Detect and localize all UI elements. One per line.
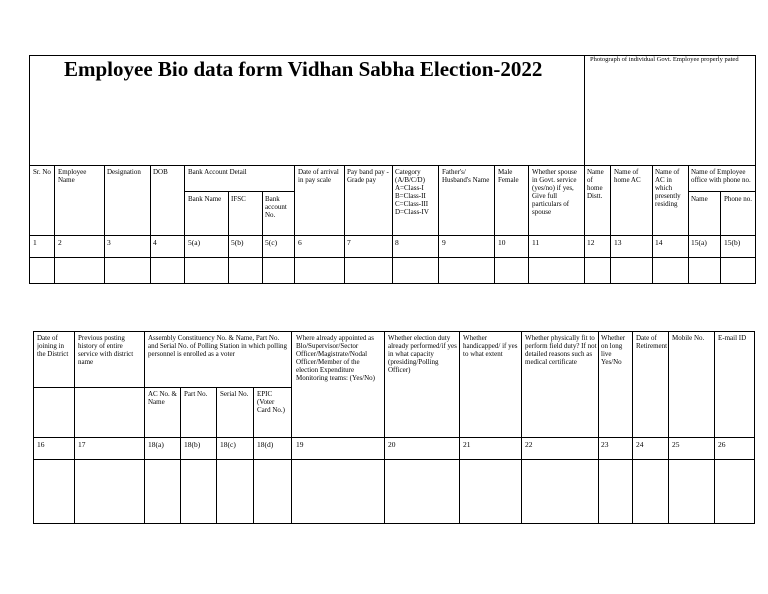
col-divider [262, 191, 263, 284]
header-physically-fit: Whether physically fit to perform field duty? If not detailed reasons such as medical certificate [525, 334, 597, 366]
office-sub-line [688, 191, 756, 192]
header-home-district: Name of home Distt. [587, 168, 604, 200]
header-part-no: Part No. [184, 390, 208, 398]
col-number: 23 [601, 440, 609, 449]
col-number: 20 [388, 440, 396, 449]
header-bank-name: Bank Name [188, 195, 222, 203]
header-long-live: Whether on long live Yes/No [601, 334, 626, 366]
header-home-ac: Name of home AC [614, 168, 641, 184]
header-handicapped: Whether handicapped/ if yes to what extent [463, 334, 518, 358]
col-divider [668, 331, 669, 524]
header-epic: EPIC (Voter Card No.) [257, 390, 285, 414]
col-number: 16 [37, 440, 45, 449]
col-divider [150, 165, 151, 284]
col-number: 18(b) [184, 440, 201, 449]
col-divider [632, 331, 633, 524]
col-divider [438, 165, 439, 284]
col-number: 6 [298, 238, 302, 247]
number-row-bottom-line [33, 459, 755, 460]
header-employee-office-phone: Name of Employee office with phone no. [691, 168, 751, 184]
col-number: 18(c) [220, 440, 236, 449]
col-divider [344, 165, 345, 284]
number-row-top-line [33, 437, 755, 438]
col-divider [720, 191, 721, 284]
header-employee-name: Employee Name [58, 168, 87, 184]
col-number: 2 [58, 238, 62, 247]
col-divider [459, 331, 460, 524]
col-number: 4 [153, 238, 157, 247]
col-divider [144, 331, 145, 524]
col-divider [610, 165, 611, 284]
header-father-husband-name: Father's/ Husband's Name [442, 168, 490, 184]
header-pay-band: Pay band pay -Grade pay [347, 168, 389, 184]
col-number: 18(d) [257, 440, 274, 449]
col-divider [74, 331, 75, 524]
header-retirement-date: Date of Retirement [636, 334, 667, 350]
col-number: 22 [525, 440, 533, 449]
col-number: 7 [347, 238, 351, 247]
header-present-ac: Name of AC in which presently residing [655, 168, 681, 208]
col-divider [688, 165, 689, 284]
col-number: 1 [33, 238, 37, 247]
col-number: 9 [442, 238, 446, 247]
col-divider [598, 331, 599, 524]
header-already-appointed: Where already appointed as Blo/Supervisor/Sector Officer/Magistrate/Nodal Officer/Member of the election Expenditure Monitoring teams: (Yes/No) [296, 334, 376, 382]
col-divider [384, 331, 385, 524]
col-divider [184, 165, 185, 284]
col-number: 19 [296, 440, 304, 449]
photo-box-divider [584, 55, 585, 165]
header-spouse-govt-service: Whether spouse in Govt. service (yes/no) if yes, Give full particulars of spouse [532, 168, 577, 216]
header-bank-account-detail: Bank Account Detail [188, 168, 247, 176]
col-number: 24 [636, 440, 644, 449]
col-number: 21 [463, 440, 471, 449]
col-number: 12 [587, 238, 595, 247]
col-divider [652, 165, 653, 284]
col-number: 15(b) [724, 238, 741, 247]
col-number: 13 [614, 238, 622, 247]
col-divider [104, 165, 105, 284]
header-date-arrival-pay-scale: Date of arrival in pay scale [298, 168, 339, 184]
photo-instruction: Photograph of individual Govt. Employee properly pated [590, 56, 739, 63]
col-number: 5(a) [188, 238, 201, 247]
form-title: Employee Bio data form Vidhan Sabha Election-2022 [64, 57, 543, 81]
header-category: Category (A/B/C/D) A=Class-I B=Class-II C=Class-III D=Class-IV [395, 168, 429, 216]
col-divider [584, 165, 585, 284]
col-number: 15(a) [691, 238, 707, 247]
col-divider [54, 165, 55, 284]
col-divider [494, 165, 495, 284]
header-election-duty: Whether election duty already performed/if yes in what capacity (presiding/Polling Officer) [388, 334, 457, 374]
col-divider [294, 165, 295, 284]
col-divider [291, 331, 292, 524]
header-office-name: Name [691, 195, 708, 203]
header-designation: Designation [107, 168, 141, 176]
col-number: 5(c) [265, 238, 278, 247]
col-number: 11 [532, 238, 540, 247]
header-ac-no-name: AC No. & Name [148, 390, 177, 406]
col-number: 14 [655, 238, 663, 247]
col-number: 17 [78, 440, 86, 449]
header-office-phone: Phone no. [724, 195, 752, 203]
col-number: 25 [672, 440, 680, 449]
col-divider [180, 387, 181, 524]
bank-sub-line [184, 191, 294, 192]
header-assembly-constituency: Assembly Constituency No. & Name, Part No. and Serial No. of Polling Station in which polling personnel is enrolled as a voter [148, 334, 288, 358]
header-bank-account-no: Bank account No. [265, 195, 287, 219]
col-divider [714, 331, 715, 524]
header-serial-no: Serial No. [220, 390, 249, 398]
col-number: 10 [498, 238, 506, 247]
col-number: 18(a) [148, 440, 164, 449]
header-email-id: E-mail ID [718, 334, 747, 342]
col-divider [521, 331, 522, 524]
header-male-female: Male Female [498, 168, 519, 184]
col-number: 5(b) [231, 238, 244, 247]
header-dob: DOB [153, 168, 168, 176]
col-number: 3 [107, 238, 111, 247]
header-sr-no: Sr. No [33, 168, 51, 176]
col-divider [216, 387, 217, 524]
col-number: 8 [395, 238, 399, 247]
col-number: 26 [718, 440, 726, 449]
col-divider [228, 191, 229, 284]
header-mobile-no: Mobile No. [672, 334, 705, 342]
col-divider [528, 165, 529, 284]
header-joining-date: Date of joining in the District [37, 334, 69, 358]
header-ifsc: IFSC [231, 195, 246, 203]
header-posting-history: Previous posting history of entire service with district name [78, 334, 134, 366]
col-divider [253, 387, 254, 524]
col-divider [392, 165, 393, 284]
